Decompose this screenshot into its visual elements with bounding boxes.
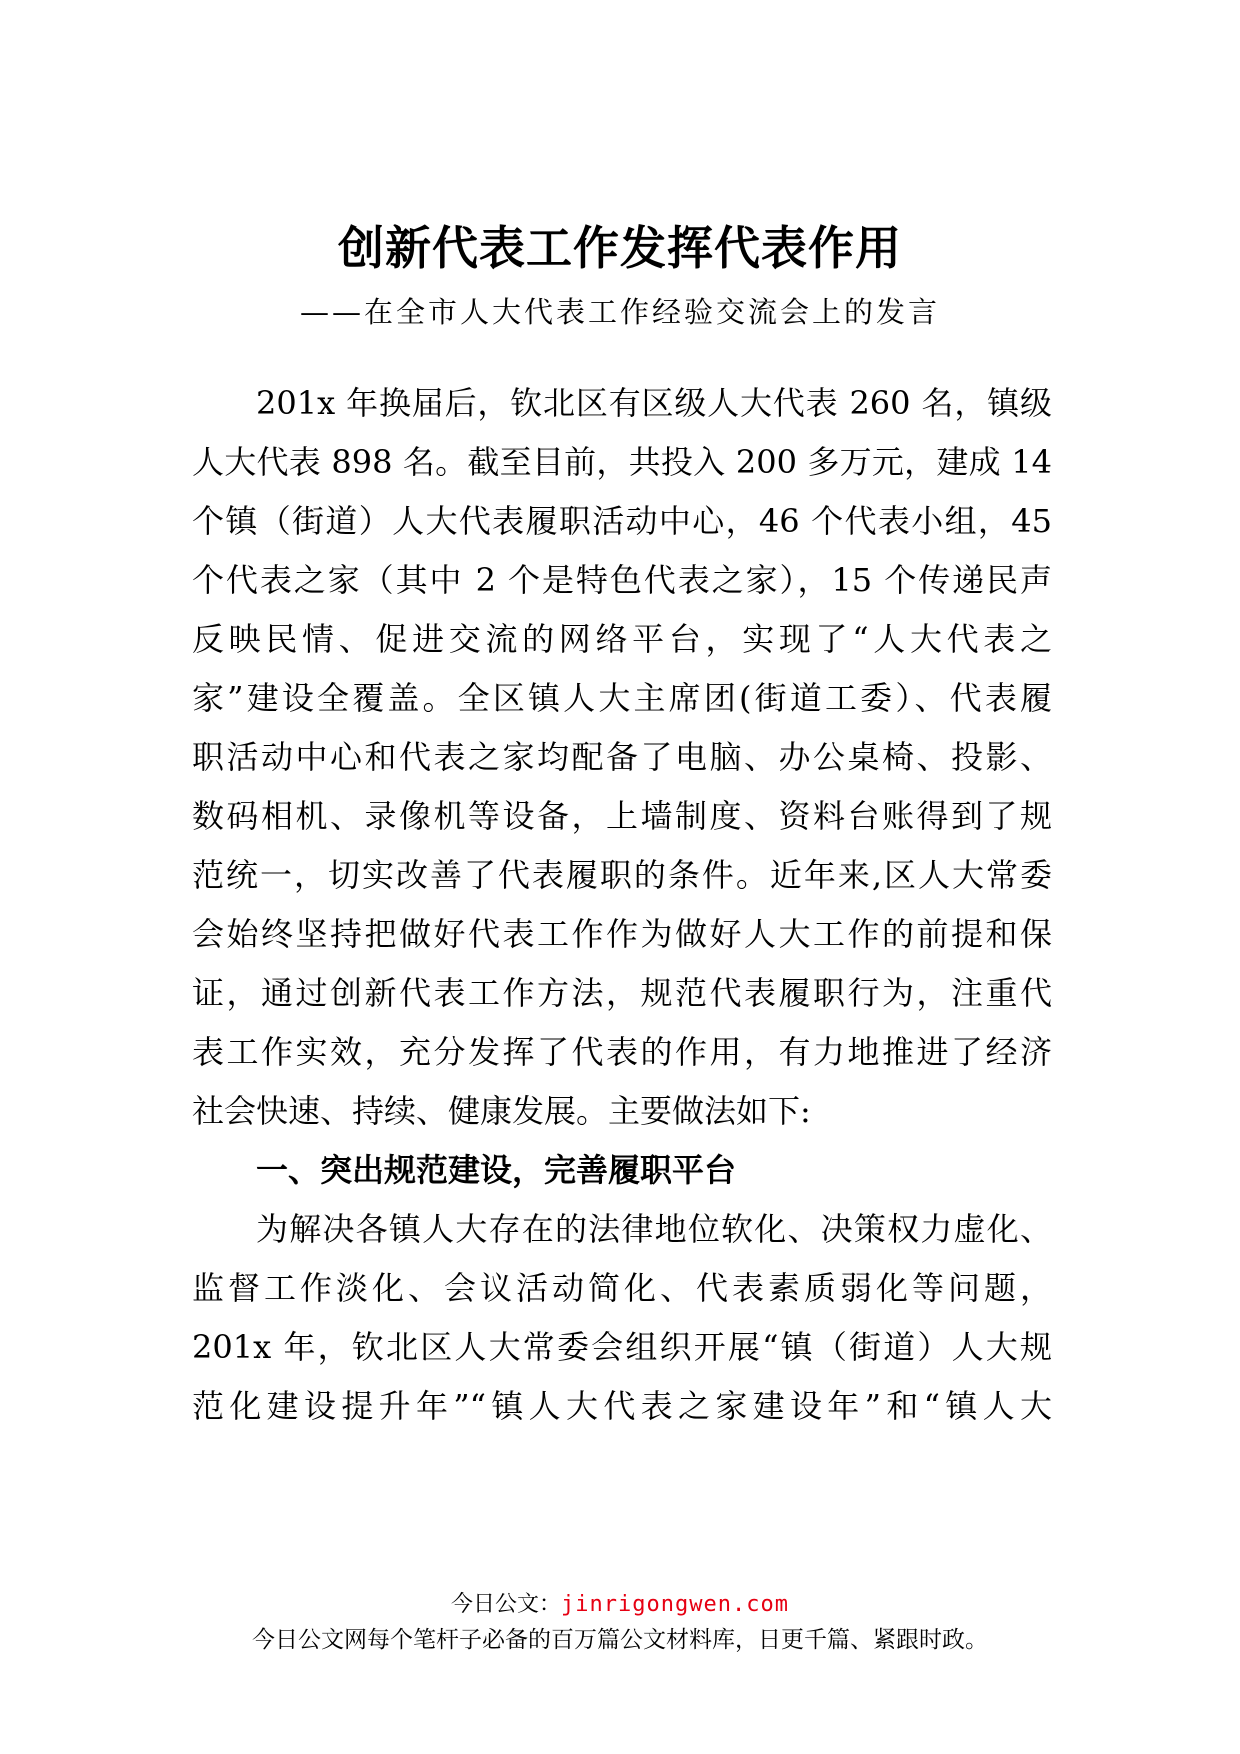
paragraph-line: 个镇（街道）人大代表履职活动中心，46 个代表小组，45: [192, 502, 1052, 540]
footer-label: 今日公文：: [451, 1592, 562, 1617]
paragraph-line: 表工作实效，充分发挥了代表的作用，有力地推进了经济: [192, 1033, 1052, 1071]
paragraph-line: 数码相机、录像机等设备，上墙制度、资料台账得到了规: [192, 797, 1052, 835]
paragraph-line: 201x 年，钦北区人大常委会组织开展“镇（街道）人大规: [192, 1328, 1052, 1366]
paragraph-line: 反映民情、促进交流的网络平台，实现了“人大代表之: [192, 620, 1052, 658]
paragraph-line: 为解决各镇人大存在的法律地位软化、决策权力虚化、: [256, 1210, 1052, 1248]
paragraph-line: 监督工作淡化、会议活动简化、代表素质弱化等问题，: [192, 1269, 1052, 1307]
footer-source: [0, 1590, 1240, 1620]
document-subtitle: ——在全市人大代表工作经验交流会上的发言: [299, 295, 940, 329]
paragraph-line: 个代表之家（其中 2 个是特色代表之家），15 个传递民声: [192, 561, 1052, 599]
paragraph-line: 201x 年换届后，钦北区有区级人大代表 260 名，镇级: [256, 384, 1052, 422]
paragraph-line: 职活动中心和代表之家均配备了电脑、办公桌椅、投影、: [192, 738, 1052, 776]
paragraph-line: 范化建设提升年”“镇人大代表之家建设年”和“镇人大: [192, 1387, 1052, 1425]
section-heading: 一、突出规范建设，完善履职平台: [256, 1151, 737, 1189]
paragraph-line: 人大代表 898 名。截至目前，共投入 200 多万元，建成 14: [192, 443, 1052, 481]
paragraph-line: 证，通过创新代表工作方法，规范代表履职行为，注重代: [192, 974, 1052, 1012]
paragraph-line: 家”建设全覆盖。全区镇人大主席团(街道工委）、代表履: [192, 679, 1052, 717]
document-title: 创新代表工作发挥代表作用: [338, 221, 902, 275]
footer-slogan: 今日公文网每个笔杆子必备的百万篇公文材料库，日更千篇、紧跟时政。: [252, 1627, 988, 1653]
paragraph-line: 会始终坚持把做好代表工作作为做好人大工作的前提和保: [192, 915, 1052, 953]
footer-url-link[interactable]: jinrigongwen.com: [561, 1592, 789, 1617]
paragraph-line: 范统一，切实改善了代表履职的条件。近年来,区人大常委: [192, 856, 1052, 894]
paragraph-line: 社会快速、持续、健康发展。主要做法如下:: [192, 1092, 811, 1130]
